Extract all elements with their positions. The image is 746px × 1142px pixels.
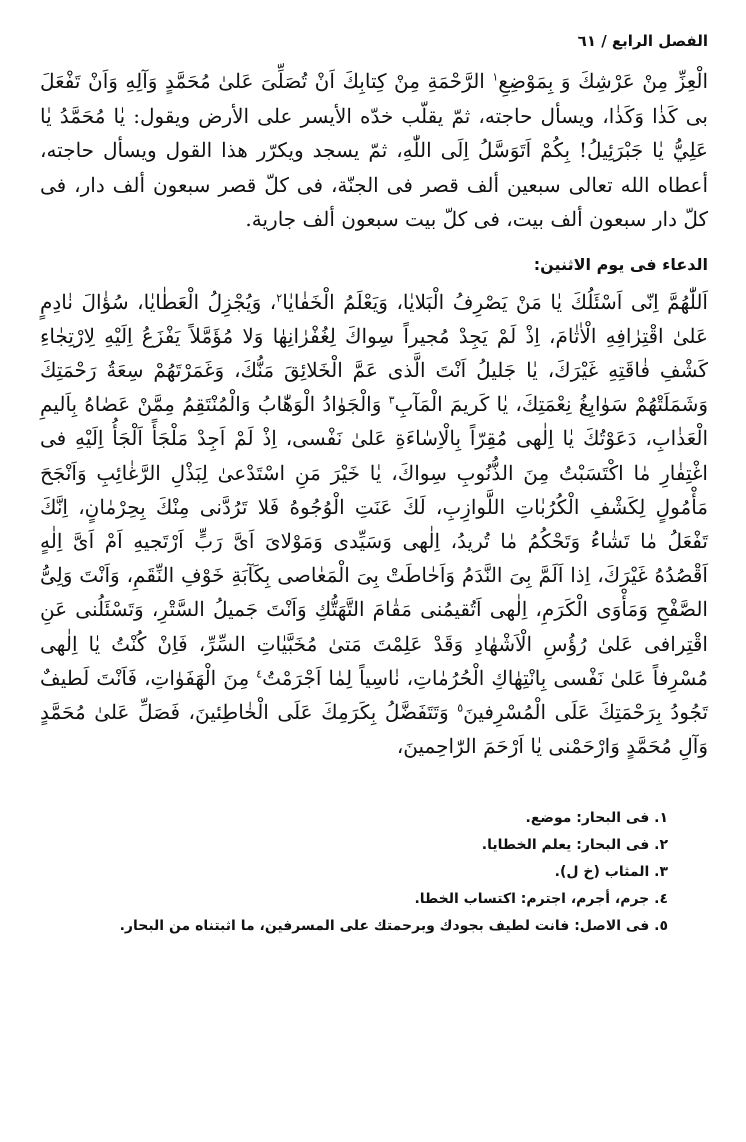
footnote-ref-4: ٤	[256, 667, 263, 681]
paragraph-intro	[40, 64, 708, 237]
paragraph-intro-part2: الرَّحْمَةِ مِنْ كِتابِكَ اَنْ تُصَلِّىَ عَلىٰ مُحَمَّدٍ وَآلِهِ وَاَنْ تَفْعَلَ بى كَذٰا وَكَذٰا، ويسأل حاجته، ثمّ يقلّب خدّه الأيسر على الأرض ويقول: يٰا مُحَمَّدُ يٰا عَلِيُّ يٰا جَبْرَئِيلُ! بِكُمْ اَتَوَسَّلُ اِلَى اللّٰهِ، ثمّ يسجد ويكرّر هذا القول ويسأل حاجته، أعطاه الله تعالى سبعين ألف قصر فى الجنّة، فى كلّ قصر سبعون ألف دار، فى كلّ دار سبعون ألف بيت، فى كلّ بيت سبعون ألف جارية.	[40, 69, 708, 231]
section-heading: الدعاء فى يوم الاثنين:	[533, 254, 708, 274]
supplication-part2: ، وَيُجْزِلُ الْعَطٰايٰا، سُؤٰالَ نٰادِمٍ عَلىٰ اقْتِرٰافِهِ الْاٰثٰامَ، اِذْ لَمْ يَجِدْ مُجيراً سِواكَ لِغُفْرٰانِهٰا وَلا مُؤَمَّلاً يَفْزَعُ اِلَيْهِ لِارْتِجٰاءِ كَشْفِ فٰاقَتِهِ غَيْرَكَ، يٰا جَليلُ اَنْتَ الَّذى عَمَّ الْخَلائِقَ مَنُّكَ، وَغَمَرْتَهُمْ سِعَةُ رَحْمَتِكَ وَشَمَلَتْهُمْ سَوٰابِغُ نِعْمَتِكَ، يٰا كَريمَ الْمَآبِ	[40, 289, 708, 417]
footnote-ref-1: ١	[492, 70, 499, 84]
book-page	[40, 28, 708, 1128]
supplication-text	[40, 285, 708, 764]
footnote-5: ٥. فى الاصل: فانت لطيف بجودك وبرحمتك على المسرفين، ما اثبتناه من البحار.	[119, 918, 668, 935]
footnote-ref-3: ٣	[388, 393, 395, 407]
running-header: الفصل الرابع / ٦١	[577, 32, 708, 50]
footnote-1: ١. فى البحار: موضع.	[525, 810, 668, 827]
footnote-ref-5: ٥	[457, 701, 464, 715]
supplication-part4: مِنَ الْهَفَوٰاتِ، فَاَنْتَ لَطيفٌ تَجُودُ بِرَحْمَتِكَ عَلَى الْمُسْرِفينَ	[40, 665, 709, 724]
footnote-ref-2: ٢	[276, 290, 283, 304]
supplication-paragraph	[40, 285, 708, 764]
paragraph-intro-part1: الْعِزِّ مِنْ عَرْشِكَ وَ بِمَوْضِعِ	[498, 69, 709, 93]
body-text	[40, 64, 708, 237]
supplication-part1: اَللّٰهُمَّ اِنّى اَسْئَلُكَ يٰا مَنْ يَصْرِفُ الْبَلايٰا، وَيَعْلَمُ الْخَفٰايٰا	[282, 289, 708, 314]
supplication-part5: وَتَتَفَضَّلُ بِكَرَمِكَ عَلَى الْخٰاطِئينَ، فَصَلِّ عَلىٰ مُحَمَّدٍ وَآلِ مُحَمَّدٍ وَارْحَمْنى يٰا اَرْحَمَ الرّٰاحِمينَ،	[40, 699, 708, 759]
footnote-3: ٣. المثاب (خ ل).	[554, 864, 668, 881]
footnotes	[40, 805, 708, 940]
footnote-2: ٢. فى البحار: يعلم الخطايا.	[481, 837, 668, 854]
supplication-part3: وَالْجَوٰادُ الْوَهّٰابُ وَالْمُنْتَقِمُ مِمَّنْ عَصٰاهُ بِاَليمِ الْعَذٰابِ، دَعَوْتُكَ يٰا اِلٰهى مُقِرّاً بِالْاِسٰاءَةِ عَلىٰ نَفْسى، اِذْ لَمْ اَجِدْ مَلْجَأً اَلْجَأُ اِلَيْهِ فى اغْتِفٰارِ مٰا اكْتَسَبْتُ مِنَ الذُّنُوبِ سِواكَ، يٰا خَيْرَ مَنِ اسْتَدْعىٰ لِبَذْلِ الرَّغٰائِبِ وَاَنْجَحَ مَأْمُولٍ لِكَشْفِ الْكُرُبٰاتِ اللَّوازِبِ، لَكَ عَنَتِ الْوُجُوهُ فَلا تَرُدَّنى مِنْكَ بِحِرْمٰانٍ، اِنَّكَ تَفْعَلُ مٰا تَشٰاءُ وَتَحْكُمُ مٰا تُريدُ، اِلٰهى وَسَيِّدى وَمَوْلاىَ اَىَّ رَبٍّ اَرْتَجيهِ اَمْ اَىَّ اِلٰهٍ اَقْصُدُهُ غَيْرَكَ، اِذا اَلَمَّ بِىَ النَّدَمُ وَاَحٰاطَتْ بِىَ الْمَعٰاصى بِكَآبَةِ خَوْفِ النِّقَمِ، وَاَنْتَ وَلِىُّ الصَّفْحِ وَمَأْوَى الْكَرَمِ، اِلٰهى اَتُقيمُنى مَقٰامَ التَّهَتُّكِ وَاَنْتَ جَميلُ السَّتْرِ، وَتَسْئَلُنى عَنِ اقْتِرافى عَلىٰ رُؤُسِ الْاَشْهٰادِ وَقَدْ عَلِمْتَ مَتىٰ مُخَبَّيٰاتِ السِّرِّ، فَاِنْ كُنْتُ يٰا اِلٰهى مُسْرِفاً عَلىٰ نَفْسى بِانْتِهٰاكِ الْحُرُمٰاتِ، نٰاسِياً لِمٰا اَجْرَمْتُ	[40, 392, 709, 690]
footnote-4: ٤. جرم، أجرم، اجترم: اكتساب الخطا.	[414, 891, 668, 908]
